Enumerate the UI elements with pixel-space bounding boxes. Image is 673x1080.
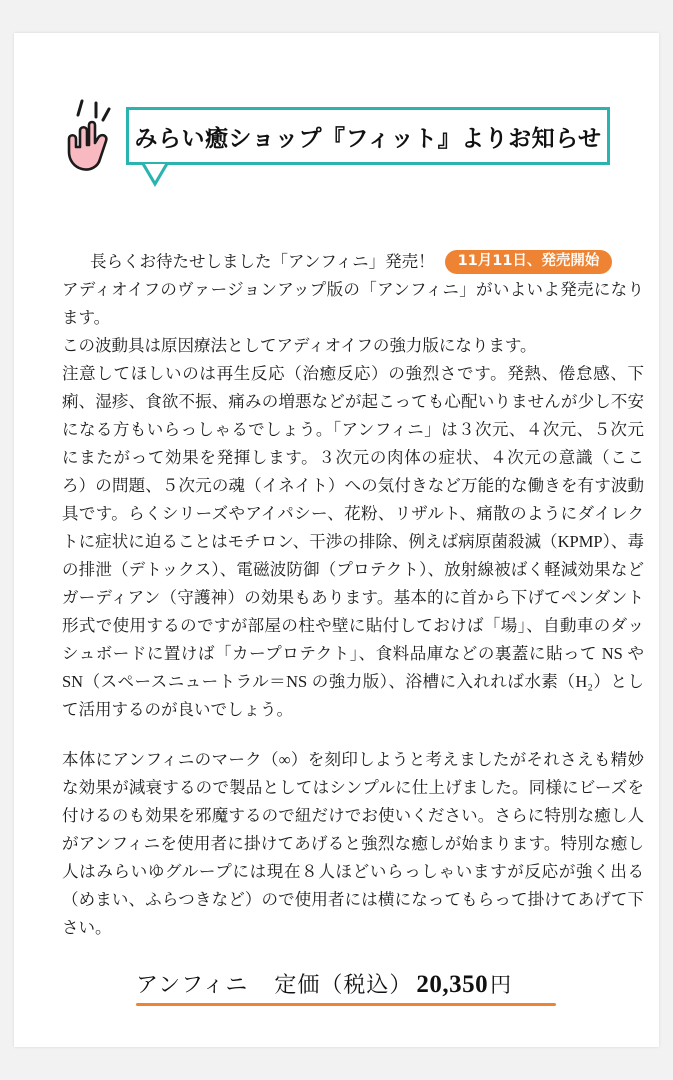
paragraph-3: 注意してほしいのは再生反応（治癒反応）の強烈さです。発熱、倦怠感、下痢、湿疹、食欲不振、痛みの増悪などが起こっても心配いりませんが少し不安になる方もいらっしゃるでしょう。「アンフィニ」は３次元、４次元、５次元にまたがって効果を発揮します。３次元の肉体の症状、４次元の意識（こころ）の問題、５次元の魂（イネイト）への気付きなど万能的な働きを有す波動具です。らくシリーズやアイパシー、花粉、リザルト、痛散のようにダイレクトに症状に迫ることはモチロン、干渉の排除、例えば病原菌殺滅（KPMP）、毒の排泄（デトックス）、電磁波防御（プロテクト）、放射線被ばく軽減効果などガーディアン（守護神）の効果もあります。基本的に首から下げてペンダント形式で使用するのですが部屋の柱や壁に貼付しておけば「場」、自動車のダッシュボードに置けば「カープロテクト」、食料品庫などの裏蓋に貼って NS や SN（スペースニュートラル＝NS の強力版）、浴槽に入れれば水素（H₂）として活用するのが良いでしょう。: [62, 364, 644, 719]
paragraph-1: アディオイフのヴァージョンアップ版の「アンフィニ」がいよいよ発売になります。: [62, 280, 644, 327]
document-header: [14, 95, 659, 200]
release-date-badge: 11月11日、発売開始: [445, 250, 613, 274]
paragraph-2: この波動具は原因療法としてアディオイフの強力版になります。: [62, 336, 537, 355]
lead-text: 長らくお待たせしました「アンフィニ」発売！: [90, 252, 435, 271]
price-underline: [136, 1003, 556, 1006]
product-name: アンフィニ: [136, 972, 249, 997]
page-title: みらい癒ショップ『フィット』よりお知らせ: [134, 125, 602, 152]
price-value: 20,350: [416, 971, 489, 998]
price-block: [136, 968, 576, 1006]
paragraph-4: 本体にアンフィニのマーク（∞）を刻印しようと考えましたがそれさえも精妙な効果が減衰するので製品としてはシンプルに仕上げました。同様にビーズを付けるのも効果を邪魔するので紐だけでお使いください。さらに特別な癒し人がアンフィニを使用者に掛けてあげると強烈な癒しが始まります。特別な癒し人はみらいゆグループには現在８人ほどいらっしゃいますが反応が強く出る（めまい、ふらつきなど）ので使用者には横になってもらって掛けてあげて下さい。: [62, 750, 644, 937]
lead-line: [62, 248, 644, 276]
price-line: [136, 968, 576, 999]
document-page: [14, 33, 659, 1047]
price-label: 定価（税込）: [274, 972, 413, 997]
banner-tail-inner: [145, 164, 165, 181]
paragraph-gap: [62, 724, 644, 746]
pointing-hand-icon: [56, 97, 128, 175]
title-banner: [126, 107, 610, 165]
price-unit: 円: [490, 973, 512, 997]
document-body: [62, 248, 644, 942]
